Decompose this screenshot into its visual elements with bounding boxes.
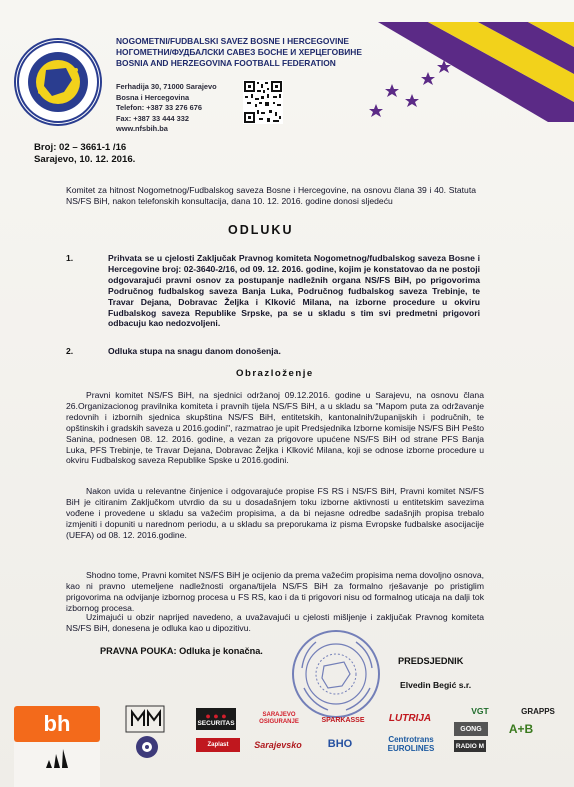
eurolines-label: EUROLINES xyxy=(387,744,435,753)
item-1-text: Prihvata se u cjelosti Zaključak Pravnog komiteta Nogometnog/fudbalskog saveza Bosne i Hercegovine broj: 02-3640-2/16, od 09. 12. 2016. godine, kojim je konstatovao da ne postoji odgovarajući pravni osnov za postupanje nadležnih organa NS/FS BiH, po prigovorima Područnog fudbalskog saveza Banja Luka, Područnog fudbalskog saveza Trebinje, te Travar Dejana, Dobravac Željka i Klković Milana, na izborne procedure u okviru Fudbalskog saveza Republike Srpske, pa se u skladu s tim svi predmetni prigovori odbacuju kao nedozvoljeni. xyxy=(108,253,480,329)
sponsor-gong: GONG xyxy=(454,722,488,736)
rationale-paragraph-1: Pravni komitet NS/FS BiH, na sjednici održanoj 09.12.2016. godine u Sarajevu, na osnovu člana 26.Organizacionog pravilnika komiteta i pravnih tijela NS/FS BiH, a u skladu sa "Mapom puta za održavanje redovnih i izbornih sjednica skupština NS/FS BiH, entitetskih, kantonalnih/županijskih i područnih, te opštinskih i gradskih saveza u 2016.godini", razmatrao je upit Predsjednika Izborne komisije NS/FS BiH Pešto Sanina, podnesen 08. 12. 2016. godine, a vezan za prigovore upućene NS/FS BiH od strane PFS Banja Luka, PFS Trebinje, te Travar Dejana, Dobravac Željka i Klković Milana, koji se odnose izborne procedure u okviru Fudbalskog saveza Republike Spske u 2016.godini. xyxy=(66,390,484,466)
signer-title: PREDSJEDNIK xyxy=(398,656,464,666)
org-name-english: BOSNIA AND HERZEGOVINA FOOTBALL FEDERATION xyxy=(116,58,336,68)
sponsor-sarajevo-osiguranje: SARAJEVO OSIGURANJE xyxy=(259,712,299,725)
decision-title: ODLUKU xyxy=(228,223,294,237)
reference-block xyxy=(34,142,135,166)
sponsor-bh-telecom-base xyxy=(14,742,100,787)
federation-logo xyxy=(14,38,102,126)
rationale-title: Obrazloženje xyxy=(236,368,314,379)
qr-code-icon xyxy=(243,80,283,124)
sponsor-lutrija: LUTRIJA xyxy=(388,712,432,724)
item-1-number: 1. xyxy=(66,253,74,263)
reference-number: Broj: 02 – 3661-1 /16 xyxy=(34,142,127,153)
org-name-latin: NOGOMETNI/FUDBALSKI SAVEZ BOSNE I HERCEGOVINE xyxy=(116,36,349,46)
header-decoration-stripes xyxy=(368,22,574,122)
legal-notice: PRAVNA POUKA: Odluka je konačna. xyxy=(100,646,263,656)
securitas-dots-icon: ● ● ● xyxy=(205,710,227,721)
sponsor-bar xyxy=(0,694,574,787)
item-2-number: 2. xyxy=(66,346,74,356)
phone-number: Telefon: +387 33 276 676 xyxy=(116,103,202,113)
item-2-text: Odluka stupa na snagu danom donošenja. xyxy=(108,346,281,356)
centrotrans-label: Centrotrans xyxy=(388,735,434,744)
reference-date: Sarajevo, 10. 12. 2016. xyxy=(34,154,136,165)
rationale-paragraph-2: Nakon uvida u relevantne činjenice i odgovarajuće propise FS RS i NS/FS BiH, Pravni komitet NS/FS BiH je citiranim Zaključkom utvrdio da su u dosadašnjem toku izborne aktivnosti u entitetskim savezima vođene i provedene u skladu sa važećim propisima, a da bi nejasne odredbe sadašnjih propisa trebalo izmjeniti i dopuniti u narednom periodu, a u skladu sa preporukama iz pisma Evropske fudbalske asocijacije (UEFA) od 08. 12. 2016.godine. xyxy=(66,486,484,540)
star-icons xyxy=(369,60,451,117)
securitas-label: SECURITAS xyxy=(197,719,235,727)
organization-names xyxy=(116,36,376,69)
sponsor-grapps: GRAPPS xyxy=(521,706,555,716)
rationale-paragraph-4: Uzimajući u obzir naprijed navedeno, a uvažavajući u cjelosti mišljenje i zaključak Pravnog komiteta NS/FS BiH, donesena je odluka kao u dipozitivu. xyxy=(66,612,484,633)
signer-name: Elvedin Begić s.r. xyxy=(400,680,472,690)
sponsor-mmm-logo-icon xyxy=(120,702,170,736)
website: www.nfsbih.ba xyxy=(116,124,168,134)
sponsor-centrotrans xyxy=(378,732,444,756)
federation-crest-icon xyxy=(16,40,100,124)
org-name-cyrillic: НОГОМЕТНИ/ФУДБАЛСКИ САВЕЗ БОСНЕ И ХЕРЦЕГОВИНЕ xyxy=(116,47,362,57)
intro-paragraph: Komitet za hitnost Nogometnog/Fudbalskog saveza Bosne i Hercegovine, na osnovu člana 39 i 40. Statuta NS/FS BiH, nakon telefonskih konsultacija, dana 10. 12. 2016. godine donosi sljedeću xyxy=(66,185,476,206)
address-line-1: Ferhadija 30, 71000 Sarajevo xyxy=(116,82,217,91)
contact-info xyxy=(116,82,246,135)
fax-number: Fax: +387 33 444 332 xyxy=(116,113,189,123)
adidas-logo-icon xyxy=(44,748,74,770)
sponsor-bho: BHO xyxy=(327,738,353,750)
sponsor-securitas xyxy=(196,708,236,730)
sponsor-zaplast: Zaplast xyxy=(196,738,240,752)
rationale-paragraph-3: Shodno tome, Pravni komitet NS/FS BiH je ocijenio da prema važećim propisima nema dovoljno osnova, kao ni pravno utemeljene nadležnosti organa/tijela NS/FS BiH za formalno rješavanje po pristiglim prigovorima na odvijanje izbornog procesa u FS RS, kao i da ti prigovori nisu od formalnog uticaja na dalji tok izbornog procesa. xyxy=(66,570,484,613)
sponsor-radio: RADIO M xyxy=(454,740,486,752)
sponsor-bh-telecom: bh xyxy=(14,706,100,742)
sponsor-sarajevsko: Sarajevsko xyxy=(254,740,302,750)
sponsor-vgt: VGT xyxy=(471,706,489,716)
address-line-2: Bosna i Hercegovina xyxy=(116,92,190,102)
sponsor-sparkasse: SPARKASSE xyxy=(321,716,365,724)
sponsor-ab: A+B xyxy=(508,722,534,736)
sponsor-ball-logo-icon xyxy=(134,734,160,760)
